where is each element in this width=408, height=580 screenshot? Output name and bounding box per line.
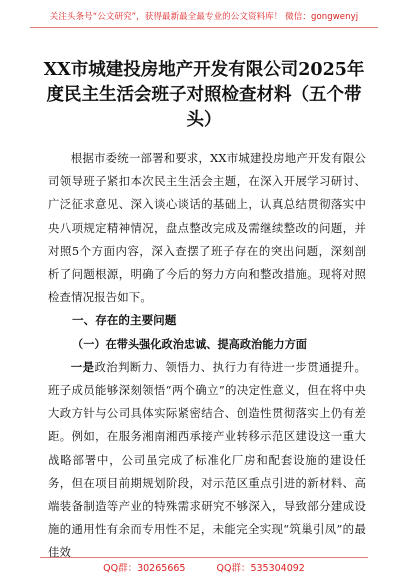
footer-qq-group-1: QQ群：30265665	[103, 563, 186, 574]
header-promo-note: 关注头条号“公文研究”，获得最新最全最专业的公文资料库！ 微信：gongwenyj	[49, 12, 359, 22]
body-paragraph	[48, 356, 366, 565]
paragraph-text: 政治判断力、领悟力、执行力有待进一步贯通提升。班子成员能够深刻领悟“两个确立”的决定性意义，但在将中央大政方针与公司具体实际紧密结合、创造性贯彻落实上仍有差距。例如，在服务湘南湘西承接产业转移示范区建设这一重大战略部署中，公司虽完成了标准化厂房和配套设施的建设任务，但在项目前期规划阶段，对示范区重点引进的新材料、高端装备制造等产业的特殊需求研究不够深入，导致部分建成设施的通用性有余而专用性不足，未能完全实现“筑巢引凤”的最佳效	[48, 359, 366, 560]
footer	[0, 560, 408, 574]
header-divider	[30, 27, 378, 28]
footer-qq-group-2: QQ群：535304092	[216, 563, 305, 574]
document-title: XX市城建投房地产开发有限公司2025年度民主生活会班子对照检查材料（五个带头）	[43, 60, 365, 130]
intro-paragraph: 根据市委统一部署和要求，XX市城建投房地产开发有限公司领导班子紧扣本次民主生活会主题，在深入开展学习研讨、广泛征求意见、深入谈心谈话的基础上，认真总结贯彻落实中央八项规定精神情况，盘点整改完成及需继续整改的问题，并对照5个方面内容，深入查摆了班子存在的突出问题，深刻剖析了问题根源，明确了今后的努力方向和整改措施。现将对照检查情况报告如下。	[48, 151, 366, 305]
section-heading: 一、存在的主要问题	[72, 313, 177, 328]
paragraph-lead: 一是	[70, 359, 95, 374]
footer-divider	[40, 557, 368, 558]
document-body	[48, 147, 366, 565]
subsection-heading: （一）在带头强化政治忠诚、提高政治能力方面	[72, 337, 307, 351]
